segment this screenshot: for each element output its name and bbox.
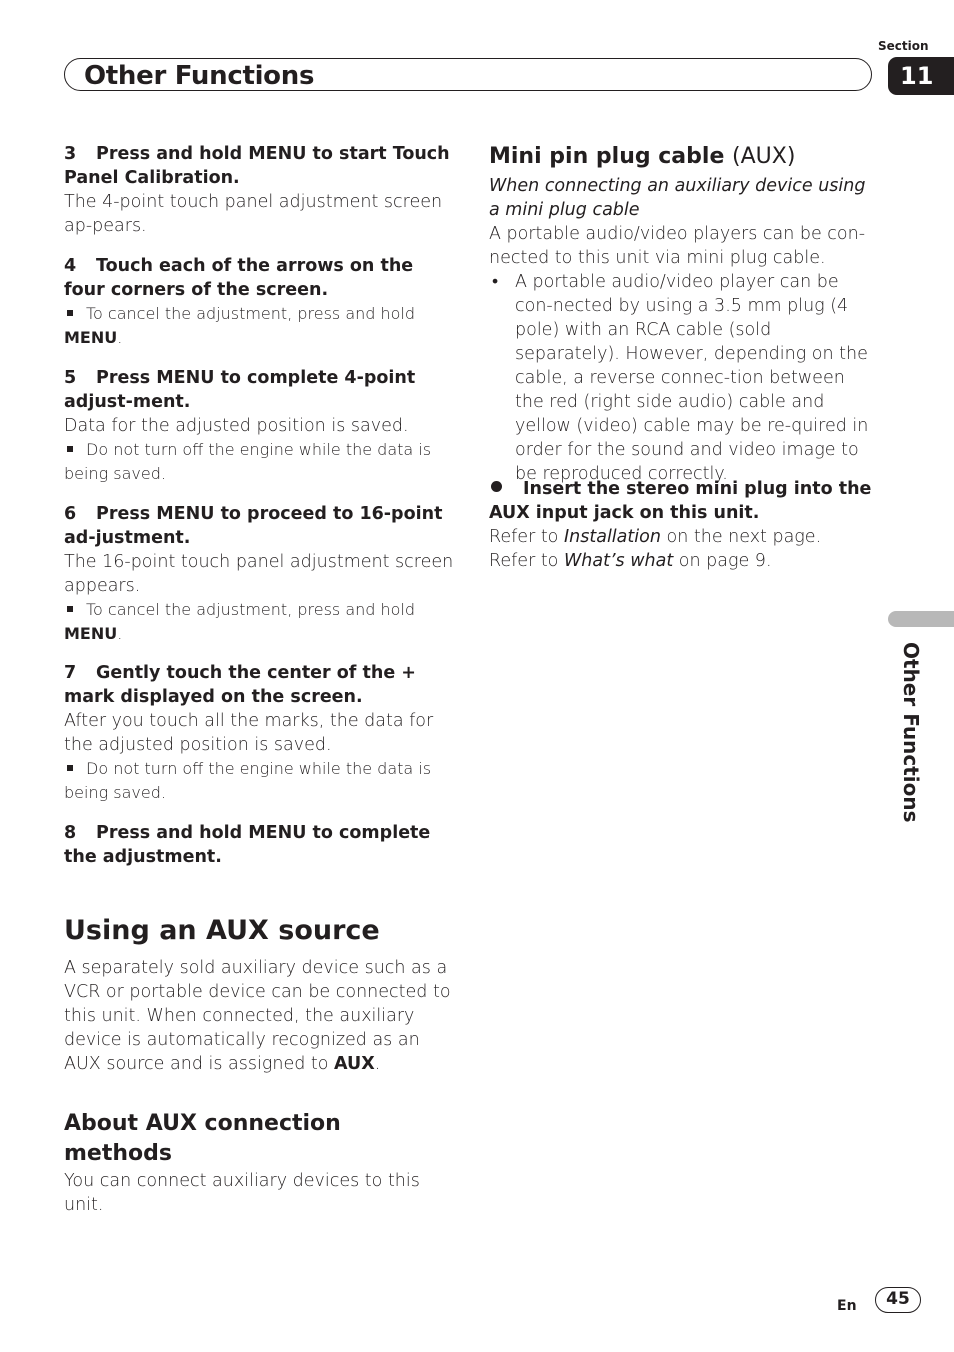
section-label: Section — [878, 39, 929, 53]
step-3-title: Press and hold MENU to start Touch Panel Calibration. — [64, 144, 450, 188]
mini-pin-section — [489, 142, 879, 486]
page-title: Other Functions — [84, 61, 315, 91]
page-number: 45 — [875, 1287, 921, 1313]
step-7-note: Do not turn off the engine while the data is being saved. — [64, 759, 432, 802]
language-label: En — [837, 1298, 857, 1314]
mini-pin-body: A portable audio/video players can be con-nected to this unit via mini plug cable. — [489, 224, 866, 268]
section-number-tab: 11 — [888, 57, 954, 95]
methods-section — [64, 1109, 456, 1217]
step-5-note: Do not turn off the engine while the data is being saved. — [64, 440, 432, 483]
step-7-body: After you touch all the marks, the data for the adjusted position is saved. — [64, 711, 434, 755]
side-tab-label: Other Functions — [899, 642, 923, 823]
step-6-body: The 16-point touch panel adjustment screen appears. — [64, 552, 454, 596]
mini-pin-intro: When connecting an auxiliary device using a mini plug cable — [489, 176, 866, 220]
step-8: 8 Press and hold MENU to complete the adjustment. — [64, 823, 431, 867]
aux-section — [64, 914, 456, 1076]
step-6-title: Press MENU to proceed to 16-point ad-justment. — [64, 504, 443, 548]
reference-1: Refer to Installation on the next page. — [489, 527, 822, 547]
aux-heading: Using an AUX source — [64, 915, 380, 946]
filled-circle-icon — [491, 481, 502, 492]
step-6: 6 Press MENU to proceed to 16-point ad-justment. The 16-point touch panel adjustment screen appears. To cancel the adjustment, press and hold MENU. — [64, 502, 456, 645]
mini-pin-bullet: • A portable audio/video player can be con-nected by using a 3.5 mm plug (4 pole) with an RCA cable (sold separately). However, depending on the cable, a reverse connec-tion between the red (right side audio) cable and yellow (video) cable may be re-quired in order for the sound and video image to be reproduced correctly. — [489, 270, 879, 486]
step-5-title: Press MENU to complete 4-point adjust-ment. — [64, 368, 416, 412]
step-3: 3 Press and hold MENU to start Touch Panel Calibration. The 4-point touch panel adjustment screen ap-pears. — [64, 142, 456, 238]
instruction-block — [489, 477, 879, 573]
square-bullet-icon — [67, 310, 73, 316]
side-tab-marker — [888, 611, 954, 627]
step-7: 7 Gently touch the center of the + mark displayed on the screen. After you touch all the marks, the data for the adjusted position is saved. Do not turn off the engine while the data is being saved. — [64, 661, 456, 804]
methods-heading: About AUX connection methods — [64, 1111, 341, 1166]
step-4-note: To cancel the adjustment, press and hold MENU. — [64, 304, 416, 347]
step-8-title: Press and hold MENU to complete the adjustment. — [64, 823, 431, 867]
bullet-icon: • — [492, 272, 499, 292]
instruction: Insert the stereo mini plug into the AUX input jack on this unit. — [489, 479, 872, 523]
aux-body: A separately sold auxiliary device such as a VCR or portable device can be connected to this unit. When connected, the auxiliary device is automatically recognized as an AUX source and is assigned to AUX. — [64, 958, 451, 1074]
step-4: 4 Touch each of the arrows on the four corners of the screen. To cancel the adjustment, press and hold MENU. — [64, 254, 456, 349]
reference-2: Refer to What’s what on page 9. — [489, 551, 772, 571]
step-7-title: Gently touch the center of the + mark displayed on the screen. — [64, 663, 416, 707]
methods-body: You can connect auxiliary devices to this unit. — [64, 1171, 420, 1215]
square-bullet-icon — [67, 765, 73, 771]
step-5: 5 Press MENU to complete 4-point adjust-ment. Data for the adjusted position is saved. Do not turn off the engine while the data is being saved. — [64, 366, 456, 485]
step-4-title: Touch each of the arrows on the four corners of the screen. — [64, 256, 414, 300]
mini-pin-heading: Mini pin plug cable (AUX) — [489, 144, 796, 169]
square-bullet-icon — [67, 606, 73, 612]
step-5-body: Data for the adjusted position is saved. — [64, 416, 409, 436]
step-6-note: To cancel the adjustment, press and hold MENU. — [64, 600, 416, 643]
square-bullet-icon — [67, 446, 73, 452]
step-3-body: The 4-point touch panel adjustment screen ap-pears. — [64, 192, 443, 236]
